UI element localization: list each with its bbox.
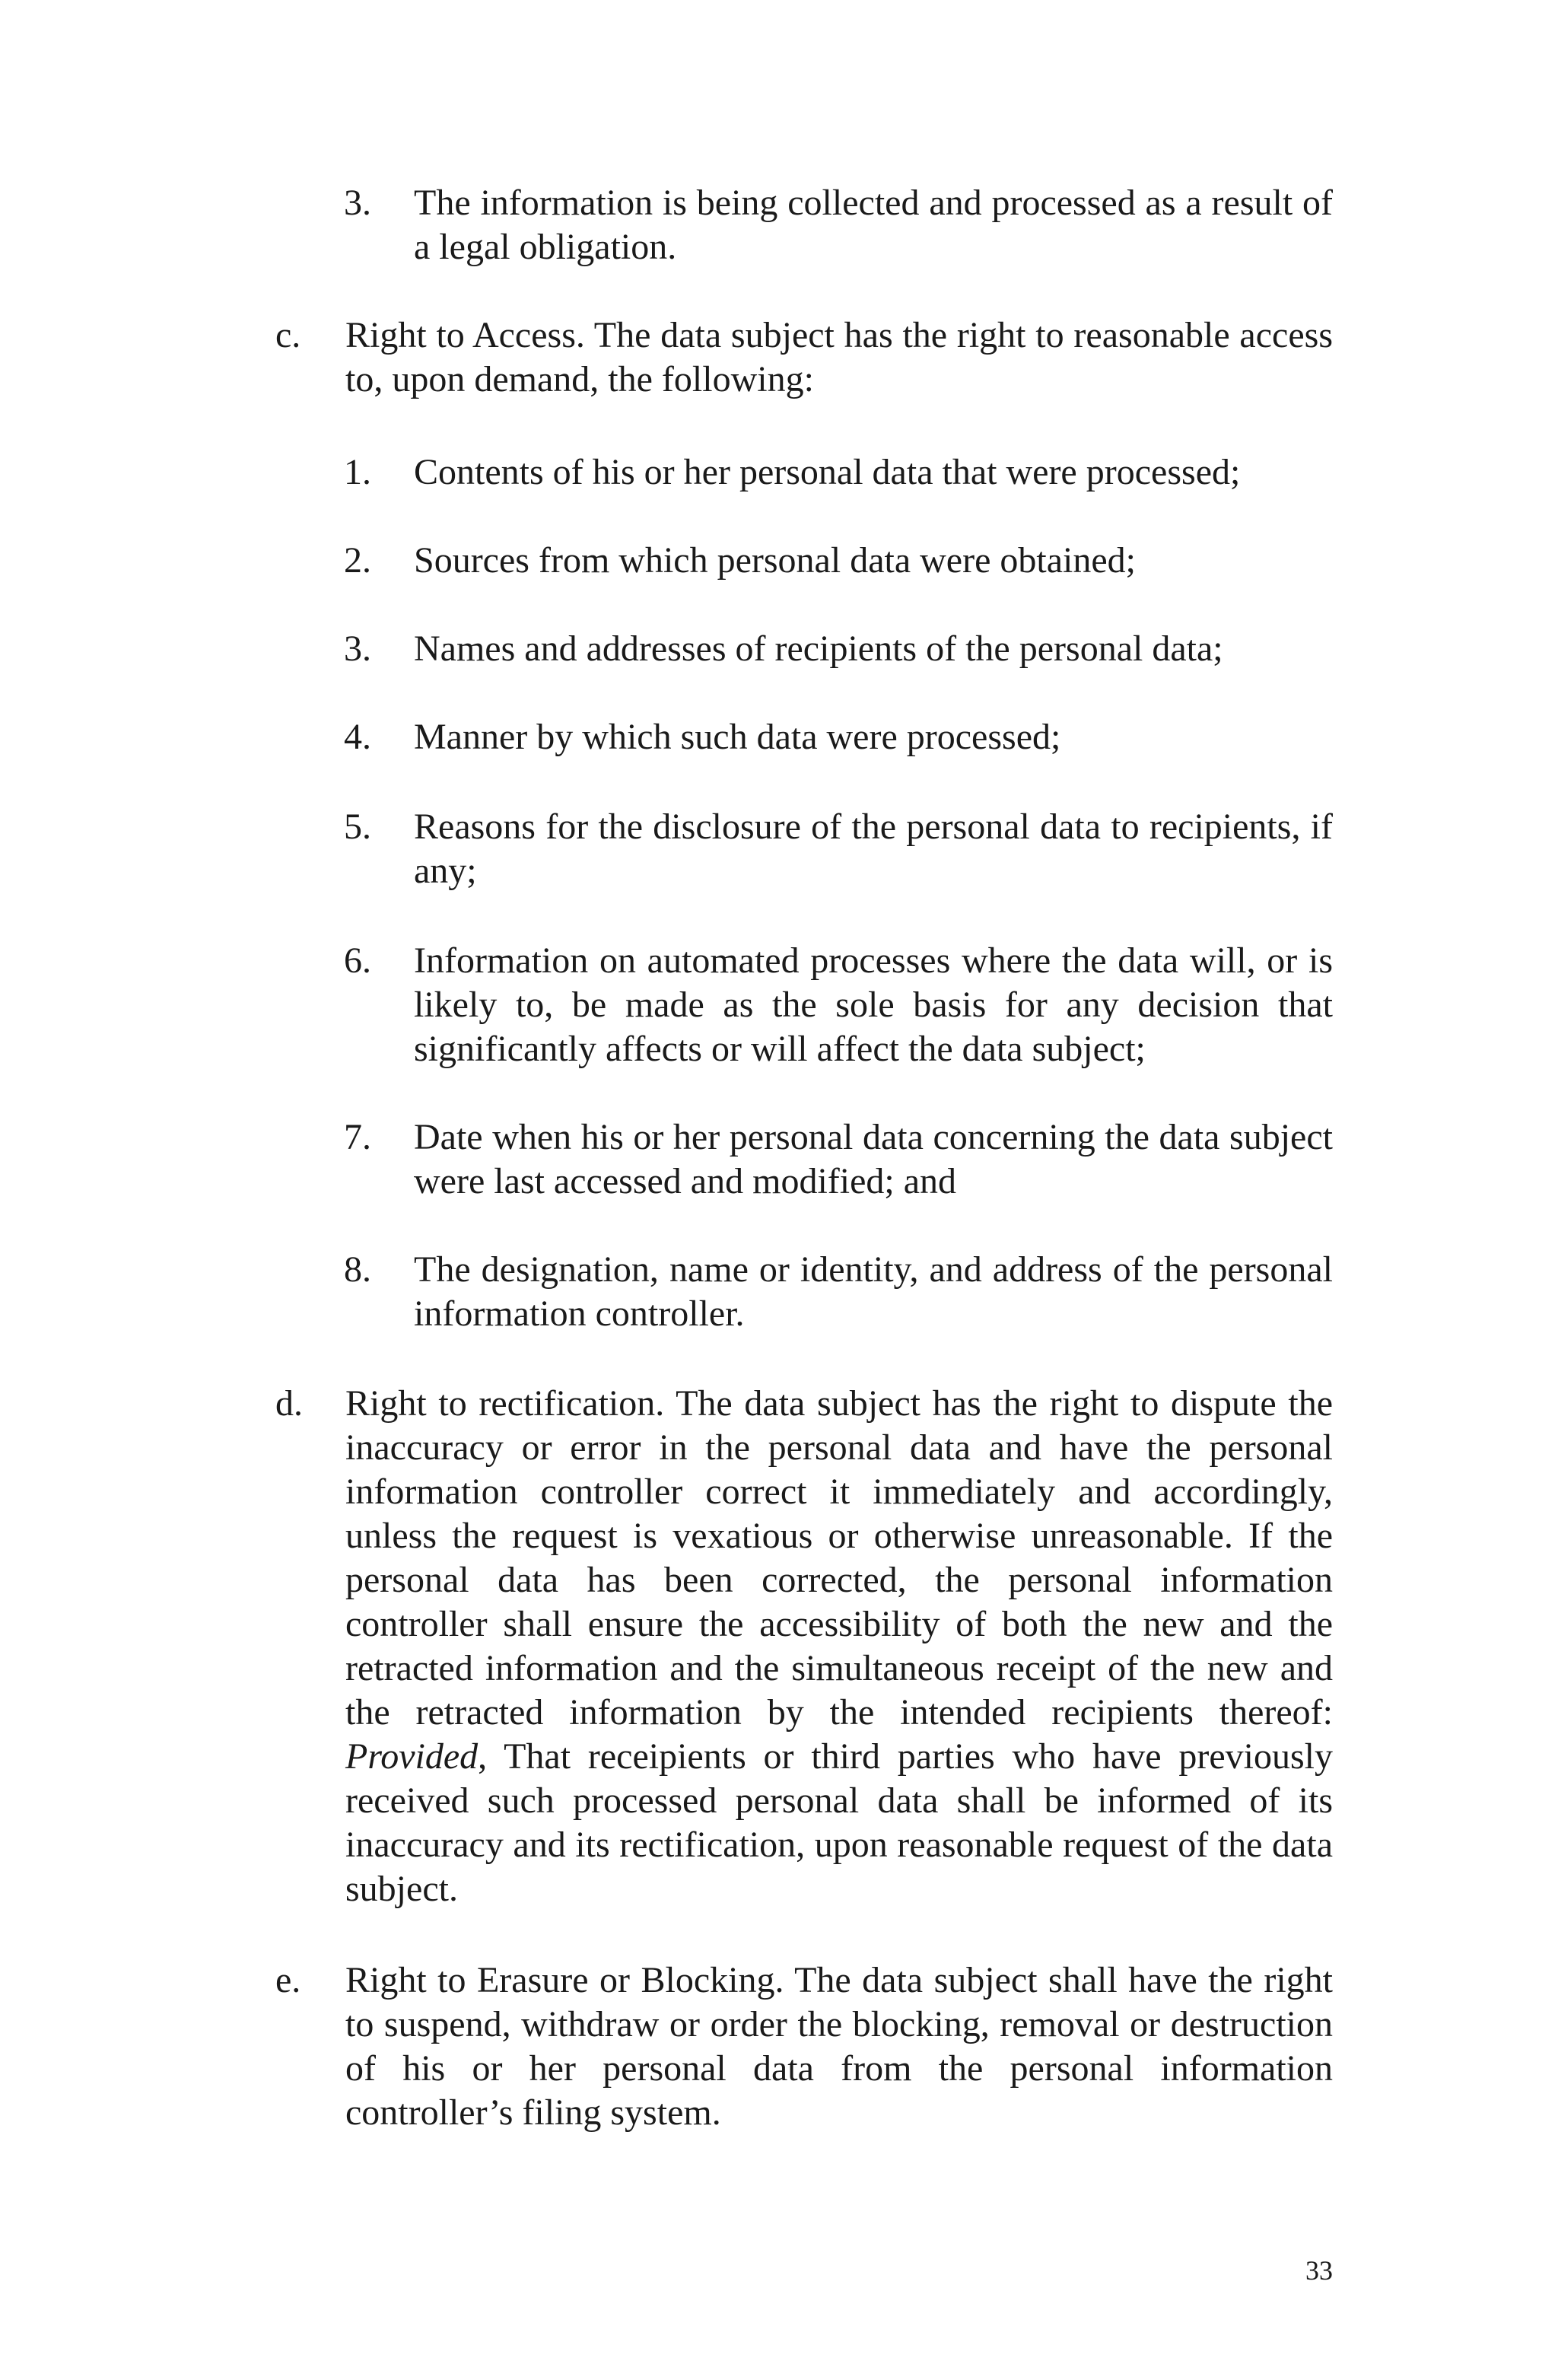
list-item-text: Reasons for the disclosure of the personal data to recipients, if any; <box>414 807 1333 891</box>
list-item-text: Information on automated processes where the data will, or is likely to, be made as the sole basis for any decision that significantly affects or will affect the data subject; <box>414 940 1333 1069</box>
list-item-text: Contents of his or her personal data that were processed; <box>414 452 1241 492</box>
list-item-2-sources <box>344 539 1333 583</box>
page-number: 33 <box>1305 2255 1333 2286</box>
list-item-1-contents <box>344 450 1333 495</box>
provided-italic: Provided <box>345 1736 479 1777</box>
section-text-part: Right to rectification. The data subject has the right to dispute the inaccuracy or error in the personal data and have the personal information controller correct it immediately and accordingly, unless the request is vexatious or otherwise unreasonable. If the personal data has been corrected, the personal information controller shall ensure the accessibility of both the new and the retracted information and the simultaneous receipt of the new and the retracted information by the intended recipients thereof: <box>345 1383 1333 1732</box>
list-item-5-reasons <box>344 805 1333 893</box>
list-item-3-recipients <box>344 627 1333 671</box>
section-c-right-to-access <box>275 313 1333 402</box>
list-marker: 5. <box>344 807 371 847</box>
section-text: Right to Erasure or Blocking. The data subject shall have the right to suspend, withdraw or order the blocking, removal or destruction of his or her personal data from the personal information controller’s filing system. <box>345 1960 1333 2133</box>
section-text: Right to Access. The data subject has the right to reasonable access to, upon demand, the following: <box>345 315 1333 399</box>
section-d-right-to-rectification <box>275 1382 1333 1911</box>
list-marker: 2. <box>344 540 371 581</box>
list-marker: 4. <box>344 717 371 757</box>
section-text-part: , That receipients or third parties who have previously received such processed personal data shall be informed of its inaccuracy and its rectification, upon reasonable request of the data subject. <box>345 1736 1333 1909</box>
list-item-7-date-accessed <box>344 1115 1333 1204</box>
list-item-text: The information is being collected and processed as a result of a legal obligation. <box>414 183 1333 267</box>
list-item-8-designation <box>344 1248 1333 1336</box>
list-item-text: Date when his or her personal data concerning the data subject were last accessed and modified; and <box>414 1117 1333 1201</box>
section-marker: d. <box>275 1383 303 1424</box>
list-marker: 3. <box>344 183 371 223</box>
list-marker: 7. <box>344 1117 371 1157</box>
list-item-4-manner <box>344 715 1333 759</box>
list-marker: 3. <box>344 628 371 669</box>
section-marker: e. <box>275 1960 301 2000</box>
list-item-text: Names and addresses of recipients of the personal data; <box>414 628 1223 669</box>
list-item-text: Manner by which such data were processed; <box>414 717 1061 757</box>
list-item-3-legal-obligation <box>344 181 1333 269</box>
list-item-text: The designation, name or identity, and address of the personal information controller. <box>414 1249 1333 1334</box>
list-item-text: Sources from which personal data were obtained; <box>414 540 1137 581</box>
list-marker: 1. <box>344 452 371 492</box>
list-item-6-automated-processes <box>344 939 1333 1071</box>
list-marker: 8. <box>344 1249 371 1290</box>
list-marker: 6. <box>344 940 371 981</box>
section-marker: c. <box>275 315 301 355</box>
section-e-right-to-erasure <box>275 1958 1333 2135</box>
section-text <box>345 1382 1333 1911</box>
